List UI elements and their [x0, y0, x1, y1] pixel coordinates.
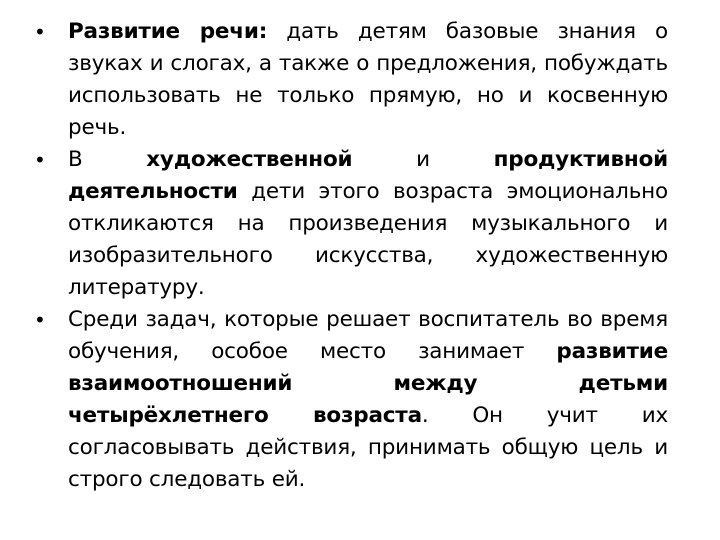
bullet-text: . Он учит их согласовывать действия, принимать общую цель и строго следовать ей. [68, 403, 668, 492]
bullet-text: и [352, 147, 494, 172]
bullet-text: Среди задач, которые решает воспитатель во время обучения, особое место занимает [68, 307, 668, 364]
bullet-text: дать детям базовые знания о звуках и слогах, а также о предложения, побуждать использовать не только прямую, но и косвенную речь. [68, 19, 668, 140]
bullet-dot-icon: • [34, 308, 46, 332]
bullet-text-bold: развитие взаимоотношений между детьми четырёхлетнего возраста [68, 339, 668, 428]
bullet-text: В [68, 147, 147, 172]
bullet-dot-icon: • [34, 148, 46, 172]
bullet-text: дети этого возраста эмоционально откликаются на произведения музыкального и изобразительного искусства, художественную литературу. [68, 179, 668, 300]
bullet-dot-icon: • [34, 20, 46, 44]
bullet-item-speech [32, 16, 668, 144]
bullet-list [32, 16, 668, 496]
bullet-text-bold: Развитие речи: [68, 19, 268, 44]
bullet-text-bold: художественной [146, 147, 353, 172]
bullet-item-relationships [32, 304, 668, 496]
bullet-text-bold: продуктивной деятельности [68, 147, 669, 204]
bullet-item-art-activity [32, 144, 668, 304]
